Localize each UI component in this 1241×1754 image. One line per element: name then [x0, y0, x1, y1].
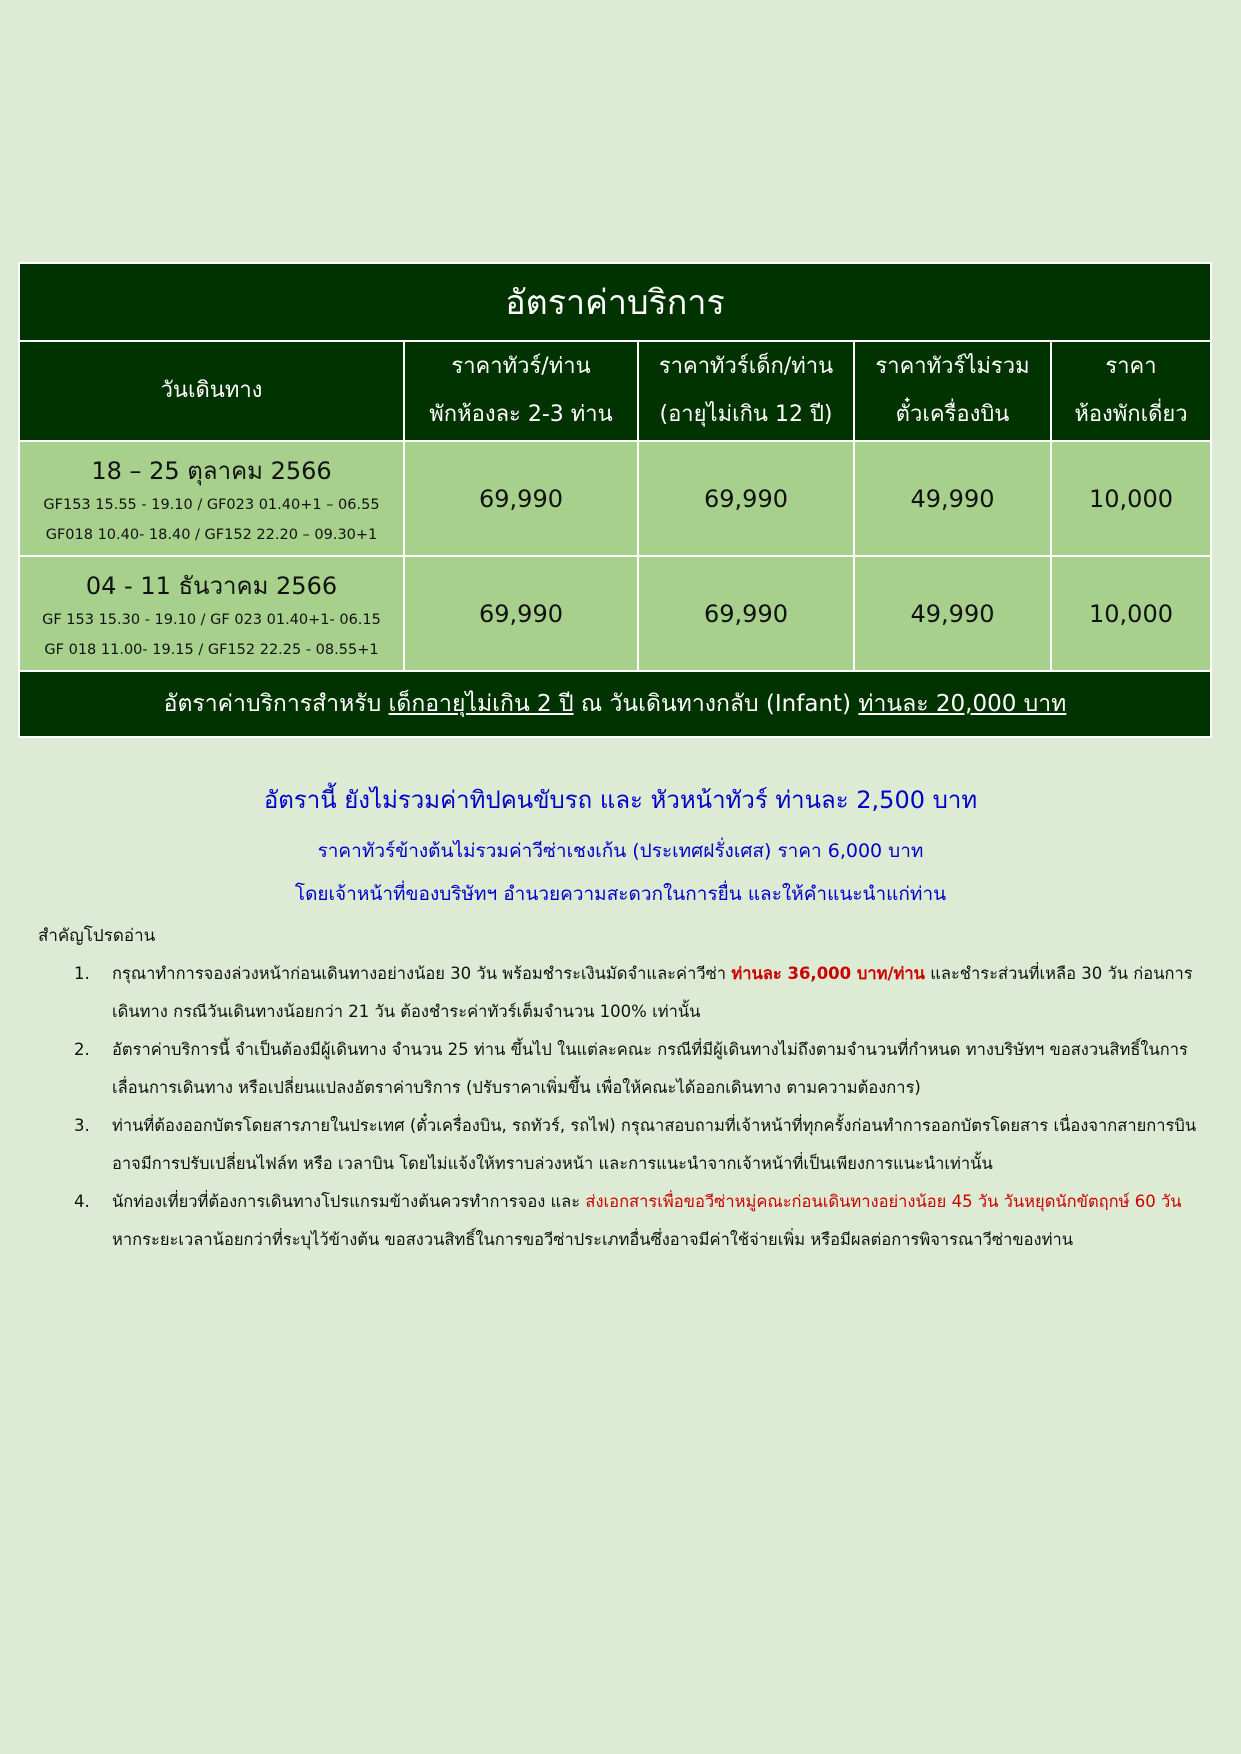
adult-price: 69,990: [404, 441, 638, 556]
travel-date: 18 – 25 ตุลาคม 2566: [91, 456, 332, 485]
table-title: อัตราค่าบริการ: [19, 263, 1211, 341]
tip-note: อัตรานี้ ยังไม่รวมค่าทิปคนขับรถ และ หัวหน้าทัวร์ ท่านละ 2,500 บาท: [263, 786, 978, 814]
flight-info: GF 153 15.30 - 19.10 / GF 023 01.40+1- 06.15: [42, 611, 381, 628]
list-item: 3. ท่านที่ต้องออกบัตรโดยสารภายในประเทศ (ตั๋วเครื่องบิน, รถทัวร์, รถไฟ) กรุณาสอบถามที่เจ้าหน้าที่ทุกครั้งก่อนทำการออกบัตรโดยสาร เนื่องจากสายการบินอาจมีการปรับเปลี่ยนไฟล์ท หรือ เวลาบิน โดยไม่แจ้งให้ทราบล่วงหน้า และการแนะนำจากเจ้าหน้าที่เป็นเพียงการแนะนำเท่านั้น: [74, 1116, 1197, 1173]
no-ticket-price: 49,990: [854, 556, 1051, 671]
staff-note: โดยเจ้าหน้าที่ของบริษัทฯ อำนวยความสะดวกในการยื่น และให้คำแนะนำแก่ท่าน: [294, 883, 947, 905]
list-item: 1. กรุณาทำการจองล่วงหน้าก่อนเดินทางอย่างน้อย 30 วัน พร้อมชำระเงินมัดจำและค่าวีซ่า ท่านละ 36,000 บาท/ท่าน และชำระส่วนที่เหลือ 30 วัน ก่อนการเดินทาง กรณีวันเดินทางน้อยกว่า 21 วัน ต้องชำระค่าทัวร์เต็มจำนวน 100% เท่านั้น: [74, 964, 1193, 1021]
header-no-ticket-price: ราคาทัวร์ไม่รวม ตั๋วเครื่องบิน: [854, 341, 1051, 441]
flight-info: GF 018 11.00- 19.15 / GF152 22.25 - 08.55+1: [44, 641, 379, 658]
visa-note: ราคาทัวร์ข้างต้นไม่รวมค่าวีซ่าเชงเก้น (ประเทศฝรั่งเศส) ราคา 6,000 บาท: [317, 840, 924, 862]
travel-date: 04 - 11 ธันวาคม 2566: [85, 571, 338, 600]
list-item: 2. อัตราค่าบริการนี้ จำเป็นต้องมีผู้เดินทาง จำนวน 25 ท่าน ขึ้นไป ในแต่ละคณะ กรณีที่มีผู้เดินทางไม่ถึงตามจำนวนที่กำหนด ทางบริษัทฯ ขอสงวนสิทธิ์ในการเลื่อนการเดินทาง หรือเปลี่ยนแปลงอัตราค่าบริการ (ปรับราคาเพิ่มขึ้น เพื่อให้คณะได้ออกเดินทาง ตามความต้องการ): [74, 1040, 1188, 1097]
single-room-price: 10,000: [1051, 441, 1211, 556]
terms-list: [74, 955, 1202, 1259]
table-row: [19, 556, 1211, 671]
single-room-price: 10,000: [1051, 556, 1211, 671]
header-child-price: ราคาทัวร์เด็ก/ท่าน (อายุไม่เกิน 12 ปี): [638, 341, 854, 441]
travel-date-cell: [19, 556, 404, 671]
child-price: 69,990: [638, 441, 854, 556]
travel-date-cell: [19, 441, 404, 556]
adult-price: 69,990: [404, 556, 638, 671]
infant-label: เด็กอายุไม่เกิน 2 ปี: [388, 691, 574, 717]
header-single-room: ราคา ห้องพักเดี่ยว: [1051, 341, 1211, 441]
infant-price-row: อัตราค่าบริการสำหรับ เด็กอายุไม่เกิน 2 ปี ณ วันเดินทางกลับ (Infant) ท่านละ 20,000 บาท: [19, 671, 1211, 737]
price-table: [18, 262, 1212, 738]
infant-price: ท่านละ 20,000 บาท: [858, 691, 1067, 717]
no-ticket-price: 49,990: [854, 441, 1051, 556]
table-row: [19, 441, 1211, 556]
child-price: 69,990: [638, 556, 854, 671]
flight-info: GF153 15.55 - 19.10 / GF023 01.40+1 – 06.55: [43, 496, 380, 513]
important-title: สำคัญโปรดอ่าน: [38, 926, 156, 946]
list-item: 4. นักท่องเที่ยวที่ต้องการเดินทางโปรแกรมข้างต้นควรทำการจอง และ ส่งเอกสารเพื่อขอวีซ่าหมู่คณะก่อนเดินทางอย่างน้อย 45 วัน วันหยุดนักขัตฤกษ์ 60 วัน หากระยะเวลาน้อยกว่าที่ระบุไว้ข้างต้น ขอสงวนสิทธิ์ในการขอวีซ่าประเภทอื่นซึ่งอาจมีค่าใช้จ่ายเพิ่ม หรือมีผลต่อการพิจารณาวีซ่าของท่าน: [74, 1192, 1182, 1249]
table-header-row: [19, 341, 1211, 441]
visa-deadline-highlight: ส่งเอกสารเพื่อขอวีซ่าหมู่คณะก่อนเดินทางอย่างน้อย 45 วัน วันหยุดนักขัตฤกษ์ 60 วัน: [585, 1192, 1182, 1211]
header-adult-price: ราคาทัวร์/ท่าน พักห้องละ 2-3 ท่าน: [404, 341, 638, 441]
flight-info: GF018 10.40- 18.40 / GF152 22.20 – 09.30+1: [45, 526, 378, 543]
header-travel-date: วันเดินทาง: [19, 341, 404, 441]
deposit-highlight: ท่านละ 36,000 บาท/ท่าน: [731, 964, 925, 983]
